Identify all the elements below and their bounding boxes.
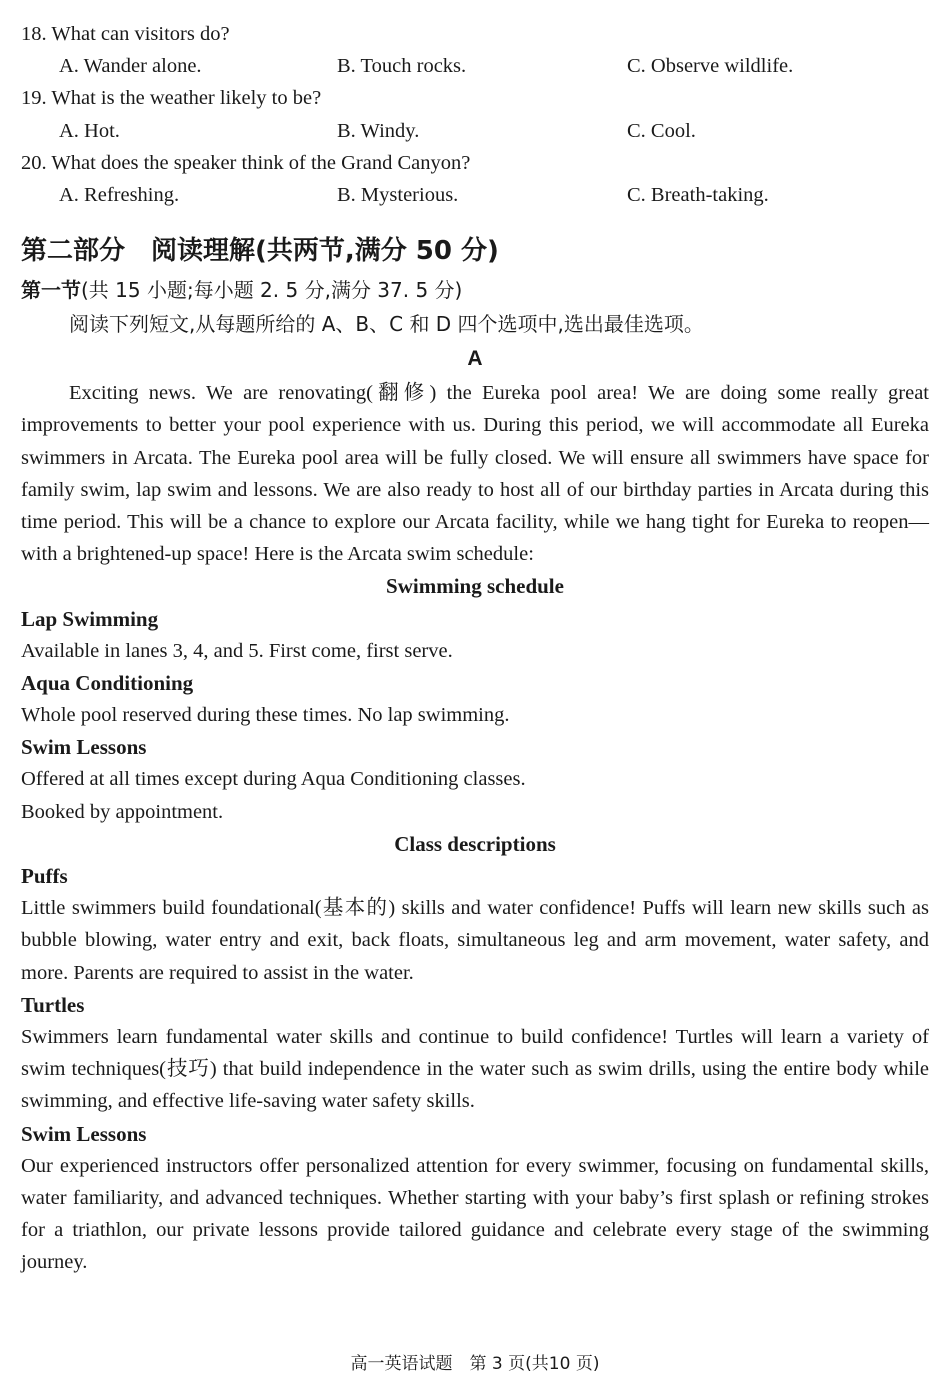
option-a: A. Refreshing.: [59, 183, 180, 206]
option-b: B. Touch rocks.: [337, 55, 467, 78]
question-18-stem: 18. What can visitors do?: [21, 23, 230, 45]
part-two-title: 第二部分 阅读理解(共两节,满分 50 分): [21, 236, 499, 267]
schedule-line: Booked by appointment.: [21, 800, 224, 823]
reading-instruction: 阅读下列短文,从每题所给的 A、B、C 和 D 四个选项中,选出最佳选项。: [69, 312, 704, 337]
schedule-line: Offered at all times except during Aqua Conditioning classes.: [21, 768, 526, 791]
section-one-title: [21, 273, 929, 307]
option-b: B. Mysterious.: [337, 183, 459, 206]
passage-letter: A: [467, 347, 483, 371]
question-18-options: [21, 50, 929, 82]
class-description: Little swimmers build foundational(基本的) skills and water confidence! Puffs will learn new skills such as bubble blowing, water entry and exit, back floats, simultaneous leg and arm movement, water safety, and more. Parents are required to assist in the water.: [21, 897, 929, 984]
option-a: A. Wander alone.: [59, 55, 202, 78]
classes-title: Class descriptions: [394, 831, 556, 856]
schedule-line: Available in lanes 3, 4, and 5. First come, first serve.: [21, 639, 453, 662]
schedule-heading: Aqua Conditioning: [21, 670, 194, 695]
option-b: B. Windy.: [337, 119, 420, 142]
question-20-stem: 20. What does the speaker think of the Grand Canyon?: [21, 151, 471, 174]
option-c: C. Observe wildlife.: [627, 55, 794, 78]
option-a: A. Hot.: [59, 119, 120, 142]
question-19-options: [21, 115, 929, 147]
question-20-options: [21, 179, 929, 211]
class-description: Swimmers learn fundamental water skills and continue to build confidence! Turtles will learn a variety of swim techniques(技巧) that build independence in the water such as swim drills, using the entire body while swimming, and effective life-saving water safety skills.: [21, 1026, 929, 1113]
passage-intro: Exciting news. We are renovating(翻修) the Eureka pool area! We are doing some really great improvements to better your pool experience with us. During this period, we will accommodate all Eureka swimmers in Arcata. The Eureka pool area will be fully closed. We will ensure all swimmers have space for family swim, lap swim and lessons. We are also ready to host all of our birthday parties in Arcata during this time period. This will be a chance to explore our Arcata facility, while we hang tight for Eureka to reopen—with a brightened-up space! Here is the Arcata swim schedule:: [21, 382, 929, 566]
schedule-heading: Swim Lessons: [21, 735, 147, 760]
exam-page: [21, 18, 929, 1279]
class-heading: Swim Lessons: [21, 1121, 147, 1146]
question-19-stem: 19. What is the weather likely to be?: [21, 87, 322, 110]
section-one-head: 第一节: [21, 278, 81, 303]
class-heading: Turtles: [21, 992, 85, 1017]
page-footer: 高一英语试题 第 3 页(共10 页): [350, 1354, 600, 1374]
option-c: C. Cool.: [627, 119, 696, 142]
schedule-heading: Lap Swimming: [21, 606, 159, 631]
class-description: Our experienced instructors offer personalized attention for every swimmer, focusing on fundamental skills, water familiarity, and advanced techniques. Whether starting with your baby’s first splash or refining strokes for a triathlon, our private lessons provide tailored guidance and celebrate every stage of the swimming journey.: [21, 1154, 929, 1274]
schedule-title: Swimming schedule: [386, 574, 564, 599]
option-c: C. Breath-taking.: [627, 183, 769, 206]
class-heading: Puffs: [21, 864, 68, 889]
section-one-scoring: (共 15 小题;每小题 2. 5 分,满分 37. 5 分): [81, 278, 463, 303]
schedule-line: Whole pool reserved during these times. No lap swimming.: [21, 704, 510, 727]
